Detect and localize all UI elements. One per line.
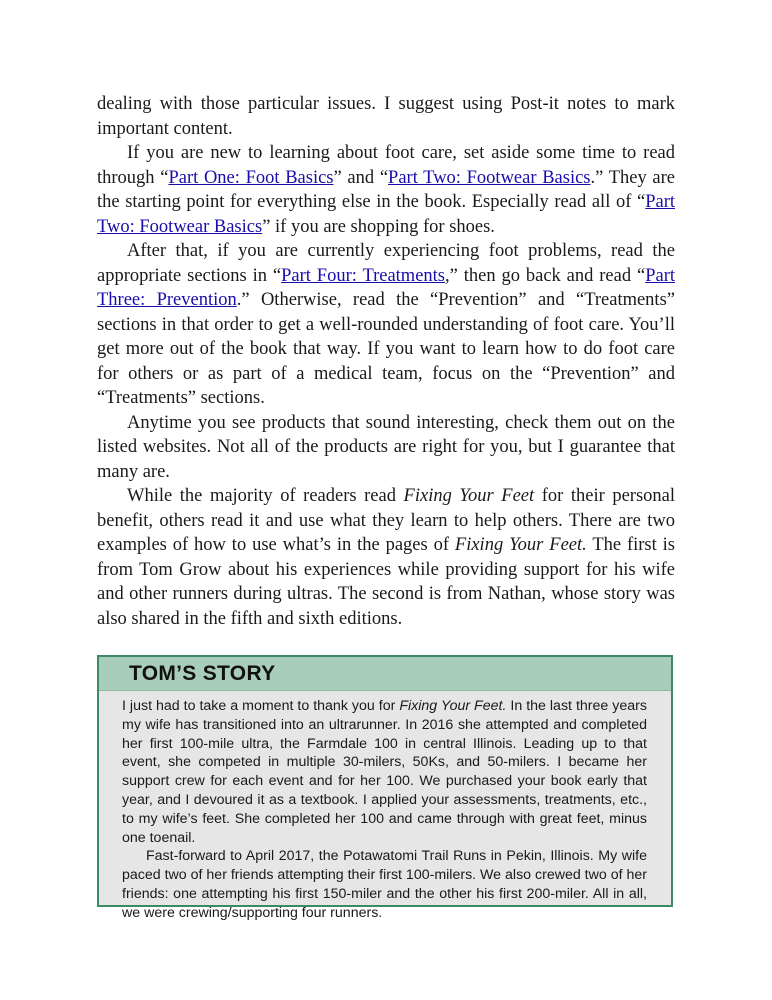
paragraph-4 xyxy=(97,411,675,485)
link-part-one-foot-basics[interactable]: Part One: Foot Basics xyxy=(168,167,334,188)
paragraph-4-text: Anytime you see products that sound interesting, check them out on the listed websites. Not all of the products are right for you, but I guarantee that many are. xyxy=(97,412,675,482)
paragraph-2-text-b: ” and “ xyxy=(333,167,389,188)
sidebar-paragraph-1-text-a: I just had to take a moment to thank you for xyxy=(122,698,400,714)
sidebar-paragraph-1 xyxy=(122,697,647,847)
paragraph-2-text-d: ” if you are shopping for shoes. xyxy=(262,216,495,237)
paragraph-1-text: dealing with those particular issues. I suggest using Post-it notes to mark important content. xyxy=(97,94,675,139)
sidebar-paragraph-2 xyxy=(122,847,647,922)
link-part-four-treatments[interactable]: Part Four: Treatments xyxy=(281,265,446,286)
book-title: Fixing Your Feet xyxy=(403,486,535,506)
link-part-two-footwear-basics[interactable]: Part Two: Footwear Basics xyxy=(388,167,591,188)
sidebar-paragraph-1-text-b: In the last three years my wife has transitioned into an ultrarunner. In 2016 she attempted and completed her first 100-mile ultra, the Farmdale 100 in central Illinois. Leading up to that event, she competed in multiple 30-milers, 50Ks, and 50-milers. I became her support crew for each event and for her 100. We purchased your book early that year, and I devoured it as a textbook. I applied your assessments, treatments, etc., to my wife’s feet. She completed her 100 and came through with great feet, minus one toenail. xyxy=(122,698,647,846)
paragraph-1 xyxy=(97,92,675,141)
link-part-two-footwear-basics-2[interactable]: Part Two: Footwear Basics xyxy=(97,192,675,237)
paragraph-2-text-c: .” They are the starting point for everything else in the book. Especially read all of “ xyxy=(97,167,675,212)
sidebar-paragraph-2-text: Fast-forward to April 2017, the Potawatomi Trail Runs in Pekin, Illinois. My wife paced two of her friends attempting their first 100-milers. We also crewed two of her friends: one attempting his first 150-miler and the other his first 200-miler. All in all, we were crewing/supporting four runners. xyxy=(122,848,647,921)
paragraph-3-text-c: .” Otherwise, read the “Prevention” and “Treatments” sections in that order to get a well-rounded understanding of foot care. You’ll get more out of the book that way. If you want to learn how to do foot care for others or as part of a medical team, focus on the “Prevention” and “Treatments” sections. xyxy=(97,290,675,408)
paragraph-5-text-b: for their personal benefit, others read it and use what they learn to help others. There are two examples of how to use what’s in the pages of xyxy=(97,486,675,555)
sidebar-title: TOM’S STORY xyxy=(99,657,671,691)
paragraph-2 xyxy=(97,141,675,239)
paragraph-3 xyxy=(97,239,675,411)
book-title: Fixing Your Feet. xyxy=(454,535,587,555)
paragraph-5-text-c: The first is from Tom Grow about his experiences while providing support for his wife and other runners during ultras. The second is from Nathan, whose story was also shared in the fifth and sixth editions. xyxy=(97,535,675,629)
paragraph-5 xyxy=(97,484,675,631)
sidebar-body xyxy=(99,691,671,923)
link-part-three-prevention[interactable]: Part Three: Prevention xyxy=(97,265,676,310)
paragraph-5-text-a: While the majority of readers read xyxy=(127,486,404,506)
paragraph-3-text-b: ,” then go back and read “ xyxy=(445,265,646,286)
paragraph-2-text-a: If you are new to learning about foot care, set aside some time to read through “ xyxy=(97,143,675,188)
paragraph-3-text-a: After that, if you are currently experiencing foot problems, read the appropriate sections in “ xyxy=(97,241,675,286)
toms-story-sidebar xyxy=(97,655,673,921)
book-title: Fixing Your Feet. xyxy=(399,698,507,714)
body-text xyxy=(97,92,675,631)
